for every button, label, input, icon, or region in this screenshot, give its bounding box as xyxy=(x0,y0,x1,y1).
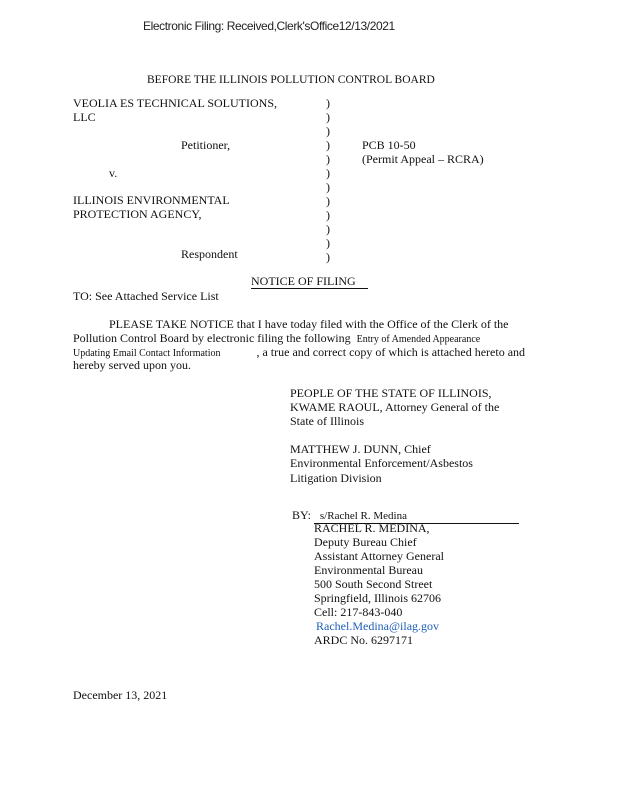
cell-phone: Cell: 217-843-040 xyxy=(314,605,403,619)
caption-paren: ) xyxy=(326,208,330,222)
board-heading: BEFORE THE ILLINOIS POLLUTION CONTROL BOARD xyxy=(147,74,435,86)
party-line-3: State of Illinois xyxy=(290,414,364,428)
petitioner-name-line-1: VEOLIA ES TECHNICAL SOLUTIONS, xyxy=(73,96,277,110)
chief-line-1: MATTHEW J. DUNN, Chief xyxy=(290,442,431,456)
address-line-2: Springfield, Illinois 62706 xyxy=(314,591,441,605)
signer-name: RACHEL R. MEDINA, xyxy=(314,521,430,535)
email-link[interactable]: Rachel.Medina@ilag.gov xyxy=(316,619,440,633)
chief-line-2: Environmental Enforcement/Asbestos xyxy=(290,456,473,470)
petitioner-name-line-2: LLC xyxy=(73,110,96,124)
body-line-1: PLEASE TAKE NOTICE that I have today filed with the Office of the Clerk of the xyxy=(109,317,509,331)
filed-document-title-1: Entry of Amended Appearance xyxy=(356,334,481,345)
signer-title-1: Deputy Bureau Chief xyxy=(314,535,417,549)
versus: v. xyxy=(109,166,118,180)
body-line-4: hereby served upon you. xyxy=(73,358,191,372)
body-line-2-text: Pollution Control Board by electronic filing the following xyxy=(73,331,351,345)
efiling-stamp: Electronic Filing: Received,Clerk'sOffice12/13/2021 xyxy=(143,19,395,33)
address-line-1: 500 South Second Street xyxy=(314,577,433,591)
party-line-1: PEOPLE OF THE STATE OF ILLINOIS, xyxy=(290,386,492,400)
case-number: PCB 10-50 xyxy=(362,138,416,152)
caption-paren-column xyxy=(326,96,330,264)
notice-title-text: NOTICE OF FILING xyxy=(251,274,368,289)
notice-title xyxy=(251,274,368,289)
signer-title-2: Assistant Attorney General xyxy=(314,549,444,563)
filed-document-title-2: Updating Email Contact Information xyxy=(73,348,221,359)
party-line-2: KWAME RAOUL, Attorney General of the xyxy=(290,400,500,414)
signature-line: s/Rachel R. Medina xyxy=(314,509,519,524)
by-label: BY: xyxy=(292,508,311,522)
respondent-name-line-1: ILLINOIS ENVIRONMENTAL xyxy=(73,193,230,207)
caption-paren: ) xyxy=(326,222,330,236)
caption-paren: ) xyxy=(326,138,330,152)
caption-paren: ) xyxy=(326,96,330,110)
ardc-number: ARDC No. 6297171 xyxy=(314,633,414,647)
filing-date: December 13, 2021 xyxy=(73,688,168,702)
caption-paren: ) xyxy=(326,250,330,264)
caption-paren: ) xyxy=(326,180,330,194)
caption-paren: ) xyxy=(326,124,330,138)
chief-line-3: Litigation Division xyxy=(290,471,382,485)
caption-paren: ) xyxy=(326,110,330,124)
email-link-wrapper xyxy=(316,619,439,633)
case-type: (Permit Appeal – RCRA) xyxy=(362,152,484,166)
petitioner-role: Petitioner, xyxy=(181,138,231,152)
signer-title-3: Environmental Bureau xyxy=(314,563,423,577)
caption-paren: ) xyxy=(326,166,330,180)
body-line-3-text: , a true and correct copy of which is attached hereto and xyxy=(256,345,526,359)
caption-paren: ) xyxy=(326,194,330,208)
respondent-role: Respondent xyxy=(181,247,238,261)
respondent-name-line-2: PROTECTION AGENCY, xyxy=(73,207,202,221)
caption-paren: ) xyxy=(326,152,330,166)
caption-paren: ) xyxy=(326,236,330,250)
to-line: TO: See Attached Service List xyxy=(73,289,219,303)
